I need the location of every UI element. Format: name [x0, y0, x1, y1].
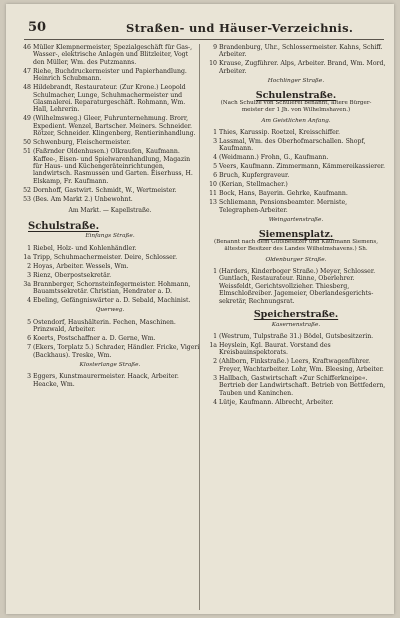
street-title: Speicherstraße.: [253, 309, 339, 321]
address-entry: [206, 190, 386, 197]
running-title: Straßen- und Häuser-Verzeichnis.: [126, 21, 354, 35]
sub-heading: Oldenburger Straße.: [265, 256, 327, 263]
resident-text: (Wilhelmsweg.) Gleer, Fuhrunternehmung. Brorr, Expedient. Wenzel, Bartscher. Meiners. Schneider. Rötzer, Schneider. Klingenberg, Rentierinhandlung.: [33, 115, 196, 138]
street-title: Schulstraße.: [28, 220, 100, 232]
house-number: 10: [209, 181, 217, 189]
resident-text: Thies, Karussip. Roetzel, Kreisschiffer.: [219, 129, 341, 137]
address-entry: [20, 263, 200, 270]
house-number: 3: [213, 374, 217, 382]
address-entry: [20, 297, 200, 304]
sub-heading: Querweg.: [95, 307, 125, 314]
house-number: 3: [213, 138, 217, 146]
house-number: 7: [27, 344, 31, 352]
resident-text: Hoyas, Arbeiter. Wessels, Wm.: [33, 262, 129, 270]
right-column: [206, 44, 386, 610]
house-number: 6: [213, 172, 217, 180]
house-number: 1: [213, 268, 217, 276]
resident-text: Heyslein, Kgl. Baurat. Vorstand des Kreisbauinspektorats.: [219, 341, 331, 357]
resident-text: Schliemann, Pensionsbeamter. Merniste, Telegraphen-Arbeiter.: [219, 199, 348, 214]
resident-text: (Kerian, Stellmacher.): [219, 181, 288, 189]
house-number: 1a: [209, 341, 217, 349]
resident-text: Ebeling, Gefängniswärter a. D. Sebald, Machinist.: [33, 296, 191, 304]
house-number: 5: [27, 318, 31, 326]
address-entry: [206, 181, 386, 188]
resident-text: Hallbach, Gastwirtschaft »Zur Schifferkneipe«. Bertrieb der Landwirtschaft. Betrieb von Bettfedern, Tauben und Kaninchen.: [219, 374, 386, 397]
address-entry: [206, 375, 386, 397]
house-number: 4: [27, 296, 31, 304]
resident-text: Müller Klempnermeister, Spezialgeschäft für Gas-, Wasser-, elektrische Anlagen und Blitzleiter, Vogt den Müller, Wm. des Putzmanns.: [33, 44, 193, 66]
house-number: 1: [213, 129, 217, 137]
address-entry: [206, 138, 386, 153]
left-column: [20, 44, 200, 610]
sub-heading: Weingartenstraße.: [268, 217, 324, 224]
address-entry: [20, 272, 200, 279]
resident-text: (Faßrnder Oldenhusen.) Olkraufen, Kaufmann. Kaffee-, Eisen- und Spielwarenhandlung, Magazin für Haus- und Küchengeräteinrichtungen, landwirtsch. Rasmussen und Garten. Eiserhuss, H. Elskamp, Fr. Kaufmann.: [33, 148, 193, 185]
address-entry: [206, 172, 386, 179]
house-number: 1: [27, 244, 31, 252]
house-number: 46: [23, 44, 31, 51]
house-number: 51: [23, 148, 31, 156]
house-number: 2: [213, 358, 217, 366]
house-number: 3: [27, 271, 31, 279]
resident-text: (Harders, Kinderboger Straße.) Meyer, Schlosser. Guntlach, Restaurateur. Rinne, Oberlehrer. Weissfeldt, Gerichtsvollzieher. Thiesberg, Elmschloßreiber. Jagemeier, Oberlandesgerichtssekretär, Rechnungsrat.: [219, 268, 376, 305]
resident-text: Koerts, Postschaffner a. D. Gerne, Wm.: [33, 335, 156, 343]
header-rule: [24, 39, 384, 40]
address-entry: [20, 281, 200, 296]
sub-heading: Am Geistlichen Anfang.: [261, 117, 331, 124]
house-number: 47: [23, 67, 31, 75]
house-number: 13: [209, 199, 217, 207]
house-number: 48: [23, 84, 31, 92]
address-entry: [20, 187, 200, 194]
address-entry: [20, 148, 200, 185]
address-entry: [206, 333, 386, 340]
address-entry: [206, 358, 386, 373]
resident-text: Tripp, Schuhmachermeister. Deire, Schlosser.: [33, 253, 178, 261]
resident-text: Riebel, Holz- und Kohlenhändler.: [33, 244, 137, 252]
address-entry: [206, 154, 386, 161]
address-entry: [206, 199, 386, 214]
address-entry: [20, 344, 200, 359]
street-title: Schulenstraße.: [255, 89, 337, 101]
resident-text: (Bes. Am Markt 2.) Unbewohnt.: [33, 195, 133, 203]
address-entry: [20, 139, 200, 146]
address-entry: [20, 68, 200, 83]
address-entry: [20, 115, 200, 137]
document-page: [6, 4, 394, 614]
resident-text: (Weidmann.) Frohn, G., Kaufmann.: [219, 154, 329, 162]
resident-text: Lassmal, Wm. des Oberhofmarschallen. Shopf, Kaufmann.: [219, 138, 366, 153]
address-entry: [20, 44, 200, 66]
address-entry: [206, 399, 386, 406]
house-number: 4: [213, 398, 217, 406]
house-number: 11: [209, 190, 217, 198]
page-number: 50: [28, 20, 47, 35]
resident-text: Lütje, Kaufmann. Albrecht, Arbeiter.: [219, 398, 334, 406]
resident-text: Ostendorf, Haushälterin. Fechen, Maschinen. Prinzwald, Arbeiter.: [33, 318, 176, 334]
address-entry: [20, 84, 200, 114]
house-number: 53: [23, 195, 31, 203]
address-entry: [206, 60, 386, 75]
address-entry: [206, 44, 386, 59]
house-number: 5: [213, 163, 217, 171]
house-number: 50: [23, 139, 31, 147]
address-entry: [206, 163, 386, 170]
resident-text: Bruch, Kupfergraveur.: [219, 172, 290, 180]
address-entry: [20, 196, 200, 203]
street-title: Siemensplatz.: [258, 228, 334, 240]
resident-text: (Westrum, Tulpstraße 31.) Bödel, Gutsbesitzerin.: [219, 332, 374, 340]
address-entry: [206, 268, 386, 305]
section-separator: Am Markt. — Kapellstraße.: [68, 207, 152, 215]
sub-heading: Hochlinger Straße.: [267, 78, 325, 85]
resident-text: (Ahlborn, Finkstraße.) Leers, Kraftwagenführer. Freyer, Wachtarbeiter. Lohr, Wm. Bleesing, Arbeiter.: [219, 358, 384, 373]
resident-text: Veers, Kaufmann. Zimmermann, Kämmereikassierer.: [219, 163, 386, 171]
street-note: (Nach Schulze von Schulerei benannt, ältere Bürgermeister der 1 Jh. von Wilhelmshaven.): [220, 100, 372, 113]
resident-text: Bock, Hans, Bayerin. Gehrke, Kaufmann.: [219, 190, 348, 198]
resident-text: Krause, Zugführer. Alps, Arbeiter. Brand, Wm. Mord, Arbeiter.: [219, 60, 386, 75]
street-note: (Benannt nach dem Gutsbesitzer und Kaufmann Siemens, ältester Besitzer des Landes Wilhelmshavens.) Sh.: [213, 239, 379, 252]
house-number: 1a: [23, 253, 31, 261]
address-entry: [20, 254, 200, 261]
house-number: 2: [27, 262, 31, 270]
resident-text: Brandenburg, Uhr., Schlossermeister. Kahns, Schiff. Arbeiter.: [219, 44, 383, 59]
page-header: [6, 4, 394, 40]
house-number: 52: [23, 186, 31, 194]
address-entry: [20, 335, 200, 342]
house-number: 49: [23, 115, 31, 123]
house-number: 4: [213, 154, 217, 162]
resident-text: Dornhoff, Gastwirt. Schmidt, W., Wertmeister.: [33, 186, 177, 194]
resident-text: Brannberger, Schornsteinfegermeister. Hohmann, Bauamtssekretär. Christian, Hendrater a. D.: [33, 280, 191, 295]
resident-text: Hildebrandt, Restaurateur. (Zur Krone.) Leopold Schulmacher, Lunge, Schuhmachermeister und Glasmalerei. Reparaturgeschäft. Rohmann, Wm. Hall, Lehrerin.: [33, 84, 186, 114]
resident-text: Riehe, Buchdruckermeister und Papierhandlung. Heinrich Schubmann.: [33, 67, 187, 83]
sub-heading: Kasernenstraße.: [271, 321, 321, 328]
house-number: 3: [27, 373, 31, 381]
resident-text: (Ekers, Torplatz 5.) Schrader, Händler. Fricke, Vigeri (Backhaus). Treske, Wm.: [33, 344, 200, 359]
resident-text: Eggers, Kunstmaurermeister. Haack, Arbeiter. Heacke, Wm.: [33, 373, 179, 388]
address-entry: [20, 319, 200, 334]
house-number: 10: [209, 60, 217, 68]
house-number: 6: [27, 335, 31, 343]
address-entry: [206, 129, 386, 136]
house-number: 3a: [23, 280, 31, 288]
address-entry: [206, 342, 386, 357]
sub-heading: Klosterlange Straße.: [79, 361, 141, 368]
resident-text: Schwenburg, Fleischermeister.: [33, 139, 131, 147]
sub-heading: Einfangs Straße.: [85, 233, 135, 240]
address-entry: [20, 245, 200, 252]
house-number: 1: [213, 332, 217, 340]
address-entry: [20, 373, 200, 388]
house-number: 9: [213, 44, 217, 51]
resident-text: Rienz, Oberpostsekretär.: [33, 271, 112, 279]
